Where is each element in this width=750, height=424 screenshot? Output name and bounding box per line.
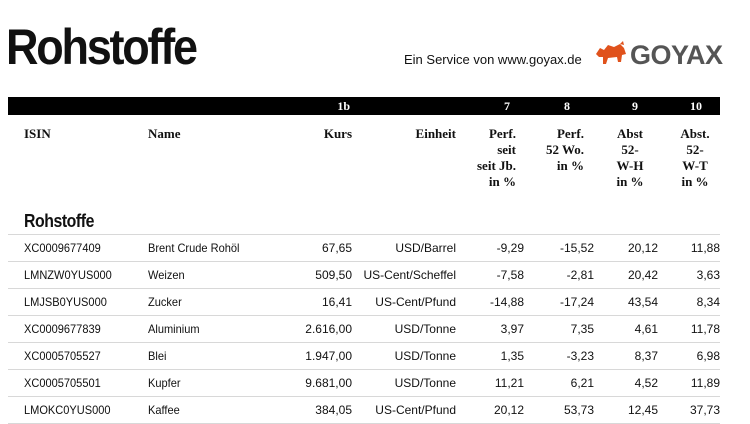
table-row: [8, 342, 720, 369]
section-title: Rohstoffe: [24, 211, 94, 231]
header-line: Abst.: [680, 126, 710, 141]
cell-perf-52: 53,73: [563, 403, 594, 417]
cell-isin: XC0005705501: [24, 376, 101, 390]
cell-kurs: 9.681,00: [305, 376, 352, 390]
cell-abst-h: 20,12: [627, 241, 658, 255]
cell-kurs: 384,05: [315, 403, 352, 417]
header-line: 52-: [621, 142, 639, 157]
cell-isin: LMJSB0YUS000: [24, 295, 107, 309]
cell-name: Kupfer: [148, 376, 181, 390]
cell-perf-jb: -9,29: [496, 241, 524, 255]
cell-abst-t: 11,88: [690, 241, 720, 255]
table-row: [8, 261, 720, 288]
header-abst-h: [608, 126, 652, 190]
cell-name: Aluminium: [148, 322, 200, 336]
header-line: 52-: [686, 142, 704, 157]
cell-abst-h: 8,37: [634, 349, 658, 363]
header-abst-t: [672, 126, 718, 190]
header-kurs: Kurs: [323, 126, 352, 141]
cell-perf-jb: -7,58: [496, 268, 524, 282]
header-name: Name: [148, 126, 181, 141]
table-row: [8, 369, 720, 396]
column-number: 1b: [337, 99, 350, 113]
column-number: 7: [504, 99, 510, 113]
header-line: in %: [681, 174, 709, 189]
cell-abst-h: 20,42: [627, 268, 658, 282]
cell-perf-52: -3,23: [566, 349, 594, 363]
header-einheit: Einheit: [415, 126, 456, 141]
cell-abst-t: 37,73: [689, 403, 720, 417]
table-row: [8, 396, 720, 424]
cell-kurs: 1.947,00: [305, 349, 352, 363]
cell-perf-jb: 20,12: [493, 403, 524, 417]
cell-einheit: USD/Barrel: [395, 241, 456, 255]
cell-perf-52: -2,81: [566, 268, 594, 282]
cell-abst-h: 4,61: [634, 322, 658, 336]
cell-abst-h: 4,52: [634, 376, 658, 390]
header-line: in %: [488, 174, 516, 189]
header-line: seit: [497, 142, 516, 157]
cell-kurs: 67,65: [321, 241, 352, 255]
cell-perf-jb: 11,21: [494, 376, 524, 390]
cell-kurs: 16,41: [321, 295, 352, 309]
cell-einheit: US-Cent/Scheffel: [363, 268, 456, 282]
header-line: 52 Wo.: [545, 142, 584, 157]
cell-name: Blei: [148, 349, 167, 363]
cell-kurs: 509,50: [315, 268, 352, 282]
data-table: [8, 234, 720, 424]
cell-abst-t: 6,98: [696, 349, 720, 363]
cell-name: Weizen: [148, 268, 185, 282]
service-text: Ein Service von www.goyax.de: [404, 52, 582, 67]
header-perf-jb: [460, 126, 516, 190]
header-line: in %: [556, 158, 584, 173]
column-number: 9: [632, 99, 638, 113]
table-row: [8, 288, 720, 315]
header-line: W-T: [682, 158, 708, 173]
cell-abst-t: 3,63: [696, 268, 720, 282]
cell-perf-jb: 1,35: [500, 349, 524, 363]
goyax-logo: [594, 40, 723, 70]
header-line: Perf.: [556, 126, 584, 141]
cell-abst-t: 11,78: [690, 322, 720, 336]
cell-perf-52: -17,24: [559, 295, 594, 309]
column-number: 8: [564, 99, 570, 113]
cell-abst-h: 43,54: [627, 295, 658, 309]
column-number: 10: [690, 99, 702, 113]
cell-einheit: USD/Tonne: [394, 322, 456, 336]
cell-einheit: US-Cent/Pfund: [375, 403, 456, 417]
cell-kurs: 2.616,00: [305, 322, 352, 336]
cell-einheit: US-Cent/Pfund: [375, 295, 456, 309]
cell-perf-52: -15,52: [559, 241, 594, 255]
page-title: Rohstoffe: [6, 19, 196, 75]
cell-perf-jb: 3,97: [500, 322, 524, 336]
cell-isin: XC0009677409: [24, 241, 101, 255]
header-isin: ISIN: [24, 126, 51, 141]
cell-name: Brent Crude Rohöl: [148, 241, 240, 255]
table-row: [8, 315, 720, 342]
cell-abst-t: 11,89: [690, 376, 720, 390]
cell-perf-52: 7,35: [570, 322, 594, 336]
cell-isin: LMNZW0YUS000: [24, 268, 112, 282]
cell-name: Kaffee: [148, 403, 180, 417]
cell-name: Zucker: [148, 295, 182, 309]
cell-isin: XC0009677839: [24, 322, 101, 336]
cell-einheit: USD/Tonne: [394, 349, 456, 363]
header-line: Perf.: [488, 126, 516, 141]
cell-isin: LMOKC0YUS000: [24, 403, 111, 417]
logo-wordmark: GOYAX: [630, 39, 723, 70]
goyax-bull-icon: [594, 40, 628, 70]
header-perf-52: [530, 126, 584, 174]
cell-abst-t: 8,34: [696, 295, 720, 309]
header-line: seit Jb.: [477, 158, 516, 173]
header-line: in %: [616, 174, 644, 189]
header-line: W-H: [616, 158, 644, 173]
cell-isin: XC0005705527: [24, 349, 101, 363]
cell-einheit: USD/Tonne: [394, 376, 456, 390]
table-row: [8, 234, 720, 261]
cell-perf-52: 6,21: [570, 376, 594, 390]
header-line: Abst: [616, 126, 643, 141]
cell-abst-h: 12,45: [627, 403, 658, 417]
cell-perf-jb: -14,88: [489, 295, 524, 309]
